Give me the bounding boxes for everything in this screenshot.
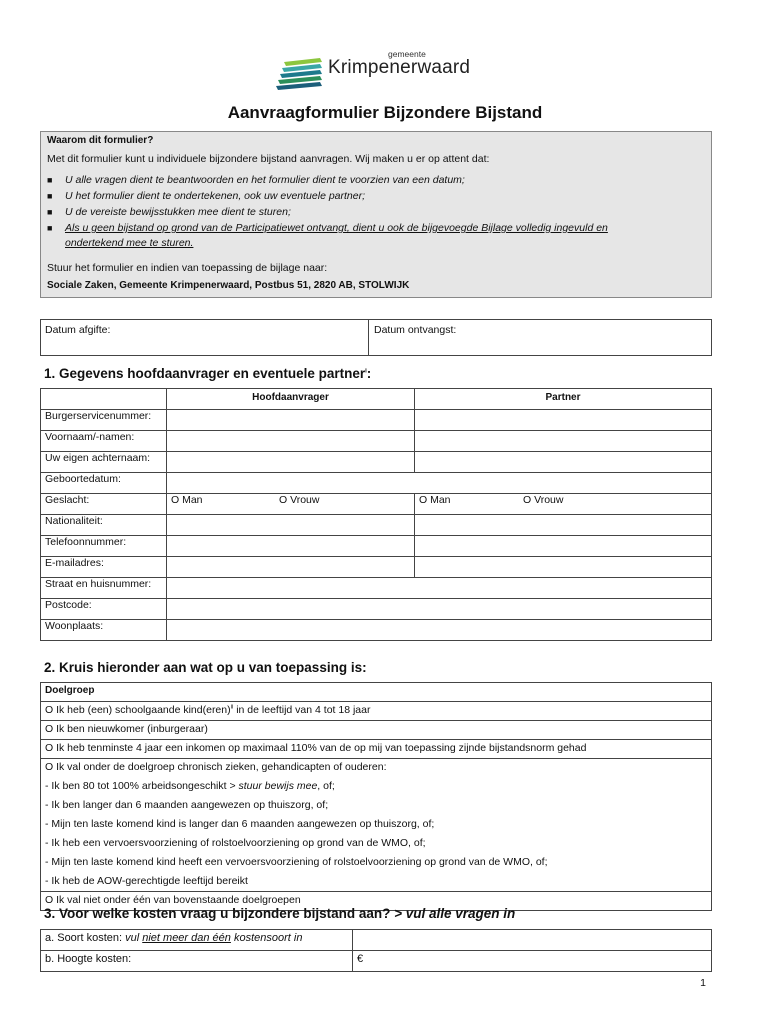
- table-row: Nationaliteit:: [41, 515, 712, 536]
- table-row: Woonplaats:: [41, 620, 712, 641]
- bullet-icon: ■: [47, 223, 53, 233]
- section3-title: 3. Voor welke kosten vraag u bijzondere bijstand aan? > vul alle vragen in: [44, 906, 516, 921]
- option-chronic[interactable]: O Ik val onder de doelgroep chronisch zieken, gehandicapten of ouderen:: [41, 759, 712, 778]
- street-input[interactable]: [167, 578, 712, 599]
- cost-amount-input[interactable]: €: [353, 951, 712, 972]
- table-row: Uw eigen achternaam:: [41, 452, 712, 473]
- info-send: Stuur het formulier en indien van toepassing de bijlage naar:: [47, 262, 328, 274]
- col-main: Hoofdaanvrager: [167, 389, 415, 410]
- gender-main: [167, 494, 415, 515]
- birthdate-input[interactable]: [167, 473, 712, 494]
- table-row: E-mailadres:: [41, 557, 712, 578]
- logo-stripes-icon: [276, 58, 324, 92]
- bullet-icon: ■: [47, 207, 53, 217]
- table-row: Voornaam/-namen:: [41, 431, 712, 452]
- target-group-head: Doelgroep: [41, 683, 712, 702]
- list-item: - Mijn ten laste komend kind is langer dan 6 maanden aangewezen op thuiszorg, of;: [41, 816, 712, 835]
- nationality-main-input[interactable]: [167, 515, 415, 536]
- gender-man-radio[interactable]: O Man: [171, 494, 203, 506]
- col-partner: Partner: [415, 389, 712, 410]
- cost-amount-label: b. Hoogte kosten:: [41, 951, 353, 972]
- info-heading: Waarom dit formulier?: [47, 135, 154, 146]
- table-row: Geslacht: O Man O Vrouw O Man O Vrouw: [41, 494, 712, 515]
- info-bullet: Als u geen bijstand op grond van de Participatiewet ontvangt, dient u ook de bijgevoegde Bijlage volledig ingevuld en: [65, 222, 608, 234]
- gender-woman-radio[interactable]: O Vrouw: [279, 494, 320, 506]
- list-item: - Ik ben langer dan 6 maanden aangewezen op thuiszorg, of;: [41, 797, 712, 816]
- email-partner-input[interactable]: [415, 557, 712, 578]
- list-item: - Mijn ten laste komend kind heeft een vervoersvoorziening of rolstoelvoorziening op grond van de WMO, of;: [41, 854, 712, 873]
- table-row: Burgerservicenummer:: [41, 410, 712, 431]
- section1-title: 1. Gegevens hoofdaanvrager en eventuele partner$^i$:: [44, 366, 372, 381]
- option-school-children[interactable]: O Ik heb (een) schoolgaande kind(eren)$^{ii}$ in de leeftijd van 4 tot 18 jaar: [41, 702, 712, 721]
- logo-sub-text: gemeente: [388, 49, 426, 59]
- page-title: Aanvraagformulier Bijzondere Bijstand: [227, 103, 543, 122]
- info-bullet-cont: ondertekend mee te sturen.: [65, 237, 194, 249]
- lastname-partner-input[interactable]: [415, 452, 712, 473]
- option-newcomer[interactable]: O Ik ben nieuwkomer (inburgeraar): [41, 721, 712, 740]
- info-bullet: U het formulier dient te ondertekenen, ook uw eventuele partner;: [65, 190, 366, 202]
- date-received-label: Datum ontvangst:: [374, 324, 457, 336]
- phone-main-input[interactable]: [167, 536, 415, 557]
- cost-type-label: a. Soort kosten: vul niet meer dan één kostensoort in: [41, 930, 353, 951]
- table-row: Straat en huisnummer:: [41, 578, 712, 599]
- section2-title: 2. Kruis hieronder aan wat op u van toepassing is:: [44, 660, 367, 675]
- logo-main-text: Krimpenerwaard: [328, 57, 471, 78]
- city-input[interactable]: [167, 620, 712, 641]
- bullet-icon: ■: [47, 175, 53, 185]
- gender-woman-radio[interactable]: O Vrouw: [523, 494, 564, 506]
- table-row: Geboortedatum:: [41, 473, 712, 494]
- list-item: - Ik ben 80 tot 100% arbeidsongeschikt > stuur bewijs mee, of;: [41, 778, 712, 797]
- bsn-main-input[interactable]: [167, 410, 415, 431]
- option-low-income[interactable]: O Ik heb tenminste 4 jaar een inkomen op maximaal 110% van de op mij van toepassing zijnde bijstandsnorm gehad: [41, 740, 712, 759]
- postcode-input[interactable]: [167, 599, 712, 620]
- firstname-partner-input[interactable]: [415, 431, 712, 452]
- bullet-icon: ■: [47, 191, 53, 201]
- lastname-main-input[interactable]: [167, 452, 415, 473]
- info-intro: Met dit formulier kunt u individuele bijzondere bijstand aanvragen. Wij maken u er op attent dat:: [47, 153, 490, 165]
- info-address: Sociale Zaken, Gemeente Krimpenerwaard, Postbus 51, 2820 AB, STOLWIJK: [47, 280, 410, 291]
- target-group-table: [40, 682, 712, 911]
- email-main-input[interactable]: [167, 557, 415, 578]
- gender-partner: [415, 494, 712, 515]
- table-row: Postcode:: [41, 599, 712, 620]
- info-bullet: U alle vragen dient te beantwoorden en het formulier dient te voorzien van een datum;: [65, 174, 465, 186]
- gender-man-radio[interactable]: O Man: [419, 494, 451, 506]
- cost-type-input[interactable]: [353, 930, 712, 951]
- phone-partner-input[interactable]: [415, 536, 712, 557]
- firstname-main-input[interactable]: [167, 431, 415, 452]
- date-issued-label: Datum afgifte:: [45, 324, 111, 336]
- applicant-table: [40, 388, 712, 641]
- date-box: [40, 319, 712, 356]
- bsn-partner-input[interactable]: [415, 410, 712, 431]
- table-row: Telefoonnummer:: [41, 536, 712, 557]
- list-item: - Ik heb een vervoersvoorziening of rolstoelvoorziening op grond van de WMO, of;: [41, 835, 712, 854]
- page-number: 1: [700, 977, 706, 989]
- info-bullet: U de vereiste bewijsstukken mee dient te sturen;: [65, 206, 291, 218]
- nationality-partner-input[interactable]: [415, 515, 712, 536]
- municipality-logo: [276, 48, 476, 94]
- costs-table: [40, 929, 712, 972]
- list-item: - Ik heb de AOW-gerechtigde leeftijd bereikt: [41, 873, 712, 892]
- info-box: [40, 131, 712, 298]
- option-none[interactable]: O Ik val niet onder één van bovenstaande doelgroepen: [41, 892, 712, 911]
